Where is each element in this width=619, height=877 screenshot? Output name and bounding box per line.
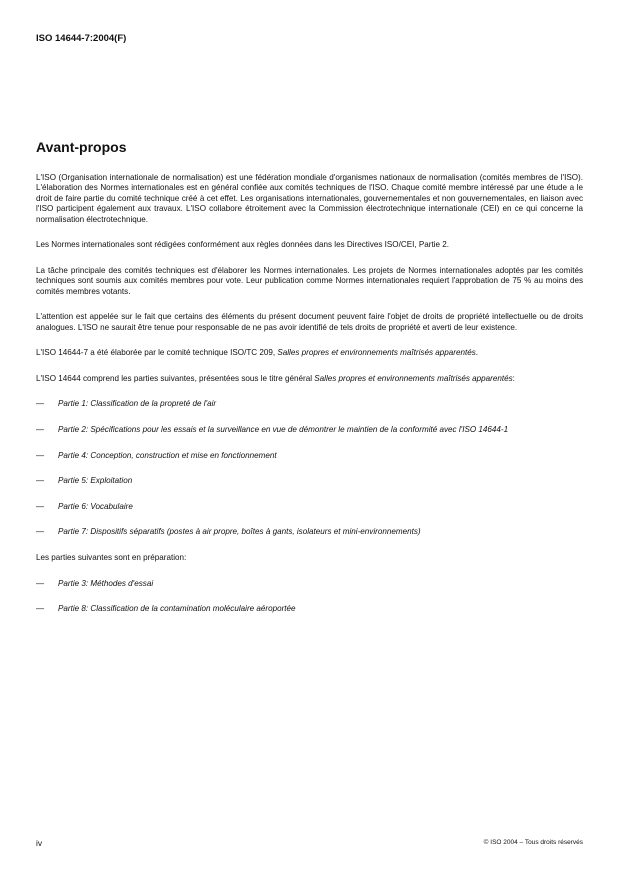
section-title: Avant-propos bbox=[36, 139, 127, 155]
list-item-text: Partie 8: Classification de la contamination moléculaire aéroportée bbox=[58, 604, 296, 614]
list-item bbox=[36, 451, 583, 461]
paragraph bbox=[36, 374, 583, 384]
copyright-notice: © ISO 2004 – Tous droits réservés bbox=[483, 839, 583, 846]
foreword-body bbox=[36, 173, 583, 630]
paragraph: L'ISO (Organisation internationale de normalisation) est une fédération mondiale d'organismes nationaux de normalisation (comités membres de l'ISO). L'élaboration des Normes internationales est en général confiée aux comités techniques de l'ISO. Chaque comité membre intéressé par une étude a le droit de faire partie du comité technique créé à cet effet. Les organisations internationales, gouvernementales et non gouvernementales, en liaison avec l'ISO participent également aux travaux. L'ISO collabore étroitement avec la Commission électrotechnique internationale (CEI) en ce qui concerne la normalisation électrotechnique. bbox=[36, 173, 583, 224]
text: L'ISO 14644-7 a été élaborée par le comité technique ISO/TC 209, bbox=[36, 348, 278, 358]
list-item bbox=[36, 527, 583, 537]
text: : bbox=[512, 373, 515, 383]
paragraph: La tâche principale des comités techniques est d'élaborer les Normes internationales. Les projets de Normes internationales adoptés par les comités techniques sont soumis aux comités membres pour vote. Leur publication comme Normes internationales requiert l'approbation de 75 % au moins des comités membres votants. bbox=[36, 265, 583, 296]
list-item bbox=[36, 604, 583, 614]
list-item-text: Partie 4: Conception, construction et mise en fonctionnement bbox=[58, 450, 277, 460]
list-item-text: Partie 1: Classification de la propreté de l'air bbox=[58, 399, 217, 409]
dash-bullet: — bbox=[36, 450, 45, 460]
dash-bullet: — bbox=[36, 399, 45, 409]
list-item bbox=[36, 502, 583, 512]
list-item bbox=[36, 476, 583, 486]
list-item bbox=[36, 399, 583, 409]
italic-title: Salles propres et environnements maîtrisés apparentés bbox=[314, 373, 513, 383]
dash-bullet: — bbox=[36, 476, 45, 486]
dash-bullet: — bbox=[36, 425, 45, 434]
list-item-text: Partie 6: Vocabulaire bbox=[58, 501, 133, 511]
document-header: ISO 14644-7:2004(F) bbox=[36, 33, 127, 44]
dash-bullet: — bbox=[36, 604, 45, 614]
dash-bullet: — bbox=[36, 527, 45, 537]
paragraph: Les parties suivantes sont en préparation: bbox=[36, 552, 187, 562]
list-item-text: Partie 3: Méthodes d'essai bbox=[58, 578, 154, 588]
italic-title: Salles propres et environnements maîtrisés apparentés bbox=[277, 348, 476, 358]
paragraph: L'attention est appelée sur le fait que certains des éléments du présent document peuvent faire l'objet de droits de propriété intellectuelle ou de droits analogues. L'ISO ne saurait être tenue pour responsable de ne pas avoir identifié de tels droits de propriété et averti de leur existence. bbox=[36, 312, 583, 332]
paragraph: Les Normes internationales sont rédigées conformément aux règles données dans les Directives ISO/CEI, Partie 2. bbox=[36, 240, 449, 250]
dash-bullet: — bbox=[36, 501, 45, 511]
page-number: iv bbox=[36, 838, 43, 848]
dash-bullet: — bbox=[36, 578, 45, 588]
list-item-text: Partie 2: Spécifications pour les essais et la surveillance en vue de démontrer le maintien de la conformité avec l'ISO 14644-1 bbox=[58, 425, 509, 434]
list-item bbox=[36, 425, 583, 435]
list-item-text: Partie 5: Exploitation bbox=[58, 476, 133, 486]
text: . bbox=[475, 348, 479, 358]
list-item bbox=[36, 579, 583, 589]
paragraph bbox=[36, 348, 583, 358]
list-item-text: Partie 7: Dispositifs séparatifs (postes à air propre, boîtes à gants, isolateurs et mini-environnements) bbox=[58, 527, 421, 537]
text: L'ISO 14644 comprend les parties suivantes, présentées sous le titre général bbox=[36, 373, 315, 383]
